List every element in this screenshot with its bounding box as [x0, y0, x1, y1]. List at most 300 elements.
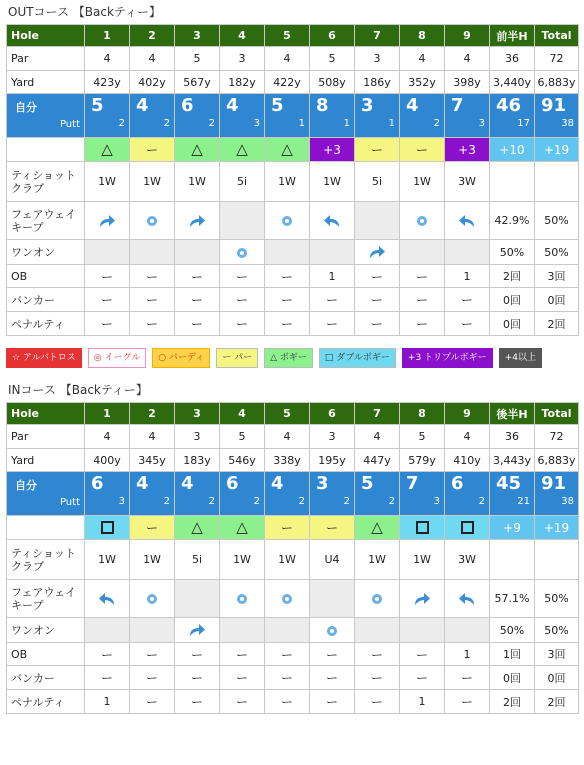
- yard-cell: 567y: [175, 71, 220, 94]
- fairway-cell: [220, 580, 265, 618]
- yard-label: Yard: [7, 71, 85, 94]
- stroke-count: 3: [361, 95, 374, 116]
- par-result: [310, 516, 355, 540]
- ring-icon: [372, 594, 382, 604]
- yard-cell: 508y: [310, 71, 355, 94]
- ob-cell: 1回: [490, 643, 535, 666]
- yard-cell: 338y: [265, 449, 310, 472]
- bunker-cell: ー: [175, 288, 220, 312]
- bunker-cell: 0回: [490, 288, 535, 312]
- stroke-count: 4: [226, 95, 239, 116]
- par-cell: 5: [220, 425, 265, 449]
- bogey-result: [175, 138, 220, 162]
- stroke-count: 45: [496, 473, 522, 494]
- fairway-cell: [400, 202, 445, 240]
- self-score-cell: [310, 94, 355, 138]
- fairway-cell: [265, 202, 310, 240]
- self-score-cell: [445, 94, 490, 138]
- par-cell: 5: [400, 425, 445, 449]
- ring-icon: [282, 594, 292, 604]
- in-scorecard: [6, 402, 579, 714]
- ob-cell: ー: [220, 265, 265, 288]
- one-on-rate: 50%: [535, 240, 579, 265]
- one-on-rate: 50%: [490, 240, 535, 265]
- bunker-cell: ー: [355, 288, 400, 312]
- fairway-cell: [310, 202, 355, 240]
- tee-club-cell: 5i: [175, 540, 220, 580]
- hole-number: 2: [130, 403, 175, 425]
- self-score-cell: [355, 94, 400, 138]
- tee-club-cell: 1W: [130, 540, 175, 580]
- hole-number: 1: [85, 403, 130, 425]
- tee-club-cell: 3W: [445, 162, 490, 202]
- one-on-cell: [310, 618, 355, 643]
- dash-icon: ー: [145, 143, 158, 157]
- ob-cell: ー: [175, 643, 220, 666]
- ob-cell: 3回: [535, 265, 579, 288]
- result-label: [7, 138, 85, 162]
- putt-count: 2: [208, 118, 215, 129]
- fairway-cell: [445, 202, 490, 240]
- ob-cell: ー: [355, 643, 400, 666]
- putt-count: 3: [118, 496, 125, 507]
- bunker-label: バンカー: [7, 666, 85, 690]
- ring-icon: [147, 594, 157, 604]
- self-score-row: [7, 94, 579, 138]
- tee-club-cell: 1W: [400, 162, 445, 202]
- dash-icon: ー: [325, 521, 338, 535]
- triple-bogey-result: +3: [445, 138, 490, 162]
- penalty-label: ペナルティ: [7, 690, 85, 714]
- in-section-title: INコース 【Backティー】: [8, 383, 148, 397]
- penalty-cell: 2回: [535, 312, 579, 336]
- fairway-rate: 57.1%: [490, 580, 535, 618]
- header-row: [7, 25, 579, 47]
- one-on-cell: [175, 618, 220, 643]
- tee-club-cell: U4: [310, 540, 355, 580]
- yard-cell: 402y: [130, 71, 175, 94]
- bogey-result: [175, 516, 220, 540]
- penalty-cell: ー: [220, 690, 265, 714]
- stroke-count: 91: [541, 95, 567, 116]
- self-score-cell: [490, 472, 535, 516]
- one-on-cell: [85, 240, 130, 265]
- fairway-cell: [265, 580, 310, 618]
- fairway-row: [7, 580, 579, 618]
- penalty-cell: ー: [310, 690, 355, 714]
- fairway-label: フェアウェイ キープ: [7, 580, 85, 618]
- hole-number: 7: [355, 25, 400, 47]
- penalty-label: ペナルティ: [7, 312, 85, 336]
- legend-item: ☆ アルバトロス: [6, 348, 82, 368]
- ob-cell: ー: [265, 643, 310, 666]
- fairway-cell: [175, 202, 220, 240]
- fairway-cell: [175, 580, 220, 618]
- stroke-count: 4: [136, 473, 149, 494]
- hole-number: 6: [310, 403, 355, 425]
- par-cell: 4: [130, 425, 175, 449]
- result-row: [7, 516, 579, 540]
- self-score-cell: [400, 94, 445, 138]
- tee-club-cell: [490, 162, 535, 202]
- ob-cell: ー: [85, 265, 130, 288]
- tee-club-row: [7, 162, 579, 202]
- one-on-rate: 50%: [490, 618, 535, 643]
- par-row: [7, 425, 579, 449]
- stroke-count: 7: [451, 95, 464, 116]
- fairway-rate: 42.9%: [490, 202, 535, 240]
- tee-club-cell: 3W: [445, 540, 490, 580]
- legend-item: ー パー: [216, 348, 258, 368]
- penalty-cell: ー: [130, 312, 175, 336]
- fairway-label: フェアウェイ キープ: [7, 202, 85, 240]
- double-bogey-result: [85, 516, 130, 540]
- triangle-icon: △: [236, 517, 248, 536]
- hole-number: 3: [175, 25, 220, 47]
- penalty-cell: ー: [265, 312, 310, 336]
- par-cell: 4: [355, 425, 400, 449]
- square-icon: [461, 521, 474, 534]
- par-cell: 3: [310, 425, 355, 449]
- out-scorecard: [6, 24, 579, 336]
- header-row: [7, 403, 579, 425]
- legend-item: □ ダブルボギー: [319, 348, 396, 368]
- arrow-right-icon: [188, 623, 206, 637]
- penalty-cell: 2回: [535, 690, 579, 714]
- par-cell: 72: [535, 425, 579, 449]
- stroke-count: 5: [91, 95, 104, 116]
- putt-count: 1: [388, 118, 395, 129]
- bunker-cell: ー: [310, 288, 355, 312]
- putt-count: 17: [517, 118, 530, 129]
- self-score-cell: [310, 472, 355, 516]
- tee-club-row: [7, 540, 579, 580]
- putt-count: 2: [208, 496, 215, 507]
- ring-icon: [147, 216, 157, 226]
- penalty-cell: ー: [445, 690, 490, 714]
- penalty-cell: ー: [400, 312, 445, 336]
- yard-cell: 546y: [220, 449, 265, 472]
- putt-count: 21: [517, 496, 530, 507]
- par-cell: 72: [535, 47, 579, 71]
- tee-club-cell: [535, 540, 579, 580]
- par-result: [265, 516, 310, 540]
- bunker-cell: ー: [400, 288, 445, 312]
- par-row: [7, 47, 579, 71]
- bunker-cell: ー: [220, 288, 265, 312]
- bunker-cell: ー: [445, 288, 490, 312]
- yard-cell: 186y: [355, 71, 400, 94]
- tee-club-cell: 1W: [265, 540, 310, 580]
- yard-cell: 183y: [175, 449, 220, 472]
- bunker-cell: ー: [175, 666, 220, 690]
- fairway-rate: 50%: [535, 580, 579, 618]
- tee-club-cell: 1W: [400, 540, 445, 580]
- stroke-count: 5: [271, 95, 284, 116]
- ob-label: OB: [7, 643, 85, 666]
- result-total-cell: +10: [490, 138, 535, 162]
- one-on-label: ワンオン: [7, 240, 85, 265]
- yard-row: [7, 449, 579, 472]
- one-on-row: [7, 618, 579, 643]
- yard-cell: 352y: [400, 71, 445, 94]
- self-score-cell: [85, 94, 130, 138]
- fairway-cell: [400, 580, 445, 618]
- self-score-cell: [85, 472, 130, 516]
- ob-cell: ー: [220, 643, 265, 666]
- square-icon: [101, 521, 114, 534]
- stroke-count: 8: [316, 95, 329, 116]
- ring-icon: [327, 626, 337, 636]
- one-on-label: ワンオン: [7, 618, 85, 643]
- hole-number: 4: [220, 403, 265, 425]
- yard-cell: 3,443y: [490, 449, 535, 472]
- bogey-result: [220, 138, 265, 162]
- one-on-cell: [265, 240, 310, 265]
- par-cell: 4: [85, 47, 130, 71]
- bunker-cell: ー: [445, 666, 490, 690]
- self-score-cell: [220, 472, 265, 516]
- hole-number: 前半H: [490, 25, 535, 47]
- self-score-cell: [265, 94, 310, 138]
- yard-cell: 182y: [220, 71, 265, 94]
- putt-count: 2: [253, 496, 260, 507]
- yard-cell: 422y: [265, 71, 310, 94]
- one-on-cell: [265, 618, 310, 643]
- penalty-cell: 0回: [490, 312, 535, 336]
- par-cell: 4: [400, 47, 445, 71]
- yard-cell: 3,440y: [490, 71, 535, 94]
- par-cell: 4: [445, 425, 490, 449]
- self-name: 自分: [15, 478, 37, 492]
- one-on-row: [7, 240, 579, 265]
- par-result: [400, 138, 445, 162]
- fairway-cell: [85, 202, 130, 240]
- par-cell: 36: [490, 425, 535, 449]
- yard-cell: 195y: [310, 449, 355, 472]
- tee-club-cell: 1W: [310, 162, 355, 202]
- yard-cell: 398y: [445, 71, 490, 94]
- self-score-cell: [130, 472, 175, 516]
- fairway-cell: [85, 580, 130, 618]
- tee-club-label: ティショット クラブ: [7, 540, 85, 580]
- one-on-cell: [310, 240, 355, 265]
- putt-count: 2: [433, 118, 440, 129]
- ob-cell: 1: [310, 265, 355, 288]
- triangle-icon: △: [236, 139, 248, 158]
- self-score-cell: [490, 94, 535, 138]
- bogey-result: [85, 138, 130, 162]
- dash-icon: ー: [280, 521, 293, 535]
- one-on-cell: [130, 240, 175, 265]
- arrow-left-icon: [98, 592, 116, 606]
- penalty-cell: ー: [175, 690, 220, 714]
- putt-count: 38: [561, 118, 574, 129]
- putt-count: 38: [561, 496, 574, 507]
- bunker-cell: ー: [400, 666, 445, 690]
- triangle-icon: △: [371, 517, 383, 536]
- arrow-left-icon: [458, 592, 476, 606]
- hole-number: 5: [265, 25, 310, 47]
- penalty-cell: 1: [400, 690, 445, 714]
- ob-cell: ー: [130, 643, 175, 666]
- result-total-cell: +19: [535, 516, 579, 540]
- dash-icon: ー: [415, 143, 428, 157]
- ob-cell: ー: [130, 265, 175, 288]
- dash-icon: ー: [145, 521, 158, 535]
- one-on-cell: [355, 240, 400, 265]
- par-cell: 4: [445, 47, 490, 71]
- bunker-cell: ー: [310, 666, 355, 690]
- stroke-count: 5: [361, 473, 374, 494]
- penalty-cell: ー: [265, 690, 310, 714]
- self-score-cell: [220, 94, 265, 138]
- arrow-right-icon: [413, 592, 431, 606]
- hole-number: Total: [535, 403, 579, 425]
- self-label: [7, 94, 85, 138]
- par-cell: 3: [220, 47, 265, 71]
- self-score-cell: [130, 94, 175, 138]
- hole-number: 9: [445, 25, 490, 47]
- par-label: Par: [7, 425, 85, 449]
- stroke-count: 6: [451, 473, 464, 494]
- penalty-cell: ー: [220, 312, 265, 336]
- square-icon: [416, 521, 429, 534]
- result-label: [7, 516, 85, 540]
- hole-header: Hole: [7, 403, 85, 425]
- ob-cell: ー: [175, 265, 220, 288]
- bunker-cell: ー: [130, 666, 175, 690]
- arrow-right-icon: [368, 245, 386, 259]
- ob-cell: 3回: [535, 643, 579, 666]
- arrow-right-icon: [98, 214, 116, 228]
- triple-bogey-result: +3: [310, 138, 355, 162]
- bunker-cell: ー: [355, 666, 400, 690]
- tee-club-cell: 1W: [130, 162, 175, 202]
- penalty-cell: 1: [85, 690, 130, 714]
- tee-club-cell: [490, 540, 535, 580]
- one-on-cell: [175, 240, 220, 265]
- ob-cell: 2回: [490, 265, 535, 288]
- ob-cell: ー: [400, 265, 445, 288]
- tee-club-cell: 5i: [355, 162, 400, 202]
- bunker-row: [7, 666, 579, 690]
- out-section-title: OUTコース 【Backティー】: [8, 5, 161, 19]
- ob-cell: ー: [85, 643, 130, 666]
- putt-label: Putt: [59, 496, 80, 508]
- fairway-cell: [355, 202, 400, 240]
- putt-count: 3: [433, 496, 440, 507]
- yard-cell: 447y: [355, 449, 400, 472]
- bunker-cell: ー: [265, 666, 310, 690]
- par-cell: 3: [355, 47, 400, 71]
- double-bogey-result: [445, 516, 490, 540]
- hole-number: 4: [220, 25, 265, 47]
- fairway-cell: [355, 580, 400, 618]
- par-cell: 4: [265, 47, 310, 71]
- one-on-cell: [220, 618, 265, 643]
- yard-cell: 410y: [445, 449, 490, 472]
- hole-number: Total: [535, 25, 579, 47]
- putt-count: 2: [343, 496, 350, 507]
- one-on-cell: [355, 618, 400, 643]
- bunker-cell: ー: [130, 288, 175, 312]
- one-on-cell: [400, 618, 445, 643]
- self-score-cell: [445, 472, 490, 516]
- yard-label: Yard: [7, 449, 85, 472]
- self-label: [7, 472, 85, 516]
- par-result: [130, 516, 175, 540]
- hole-number: 8: [400, 25, 445, 47]
- ob-cell: 1: [445, 643, 490, 666]
- penalty-cell: ー: [85, 312, 130, 336]
- one-on-cell: [220, 240, 265, 265]
- triangle-icon: △: [101, 139, 113, 158]
- ob-cell: ー: [265, 265, 310, 288]
- yard-cell: 423y: [85, 71, 130, 94]
- stroke-count: 4: [136, 95, 149, 116]
- penalty-cell: 2回: [490, 690, 535, 714]
- self-name: 自分: [15, 100, 37, 114]
- legend-item: +4以上: [499, 348, 542, 368]
- self-score-cell: [175, 472, 220, 516]
- par-label: Par: [7, 47, 85, 71]
- stroke-count: 4: [181, 473, 194, 494]
- arrow-right-icon: [188, 214, 206, 228]
- legend-item: +3 トリプルボギー: [402, 348, 493, 368]
- putt-count: 2: [298, 496, 305, 507]
- stroke-count: 6: [91, 473, 104, 494]
- fairway-rate: 50%: [535, 202, 579, 240]
- fairway-cell: [310, 580, 355, 618]
- self-score-cell: [535, 472, 579, 516]
- one-on-cell: [400, 240, 445, 265]
- tee-club-cell: [535, 162, 579, 202]
- tee-club-cell: 1W: [220, 540, 265, 580]
- penalty-row: [7, 690, 579, 714]
- self-score-cell: [400, 472, 445, 516]
- putt-count: 2: [118, 118, 125, 129]
- fairway-row: [7, 202, 579, 240]
- hole-number: 6: [310, 25, 355, 47]
- par-cell: 36: [490, 47, 535, 71]
- par-cell: 5: [175, 47, 220, 71]
- tee-club-cell: 1W: [85, 540, 130, 580]
- penalty-cell: ー: [355, 690, 400, 714]
- stroke-count: 4: [406, 95, 419, 116]
- ob-label: OB: [7, 265, 85, 288]
- par-cell: 4: [130, 47, 175, 71]
- bogey-result: [220, 516, 265, 540]
- bogey-result: [355, 516, 400, 540]
- result-row: [7, 138, 579, 162]
- self-score-cell: [265, 472, 310, 516]
- ring-icon: [237, 248, 247, 258]
- triangle-icon: △: [281, 139, 293, 158]
- bunker-cell: ー: [220, 666, 265, 690]
- self-score-cell: [355, 472, 400, 516]
- bunker-row: [7, 288, 579, 312]
- penalty-cell: ー: [175, 312, 220, 336]
- self-score-cell: [175, 94, 220, 138]
- yard-cell: 6,883y: [535, 71, 579, 94]
- ring-icon: [417, 216, 427, 226]
- fairway-cell: [445, 580, 490, 618]
- putt-count: 3: [253, 118, 260, 129]
- hole-number: 9: [445, 403, 490, 425]
- tee-club-cell: 1W: [355, 540, 400, 580]
- dash-icon: ー: [370, 143, 383, 157]
